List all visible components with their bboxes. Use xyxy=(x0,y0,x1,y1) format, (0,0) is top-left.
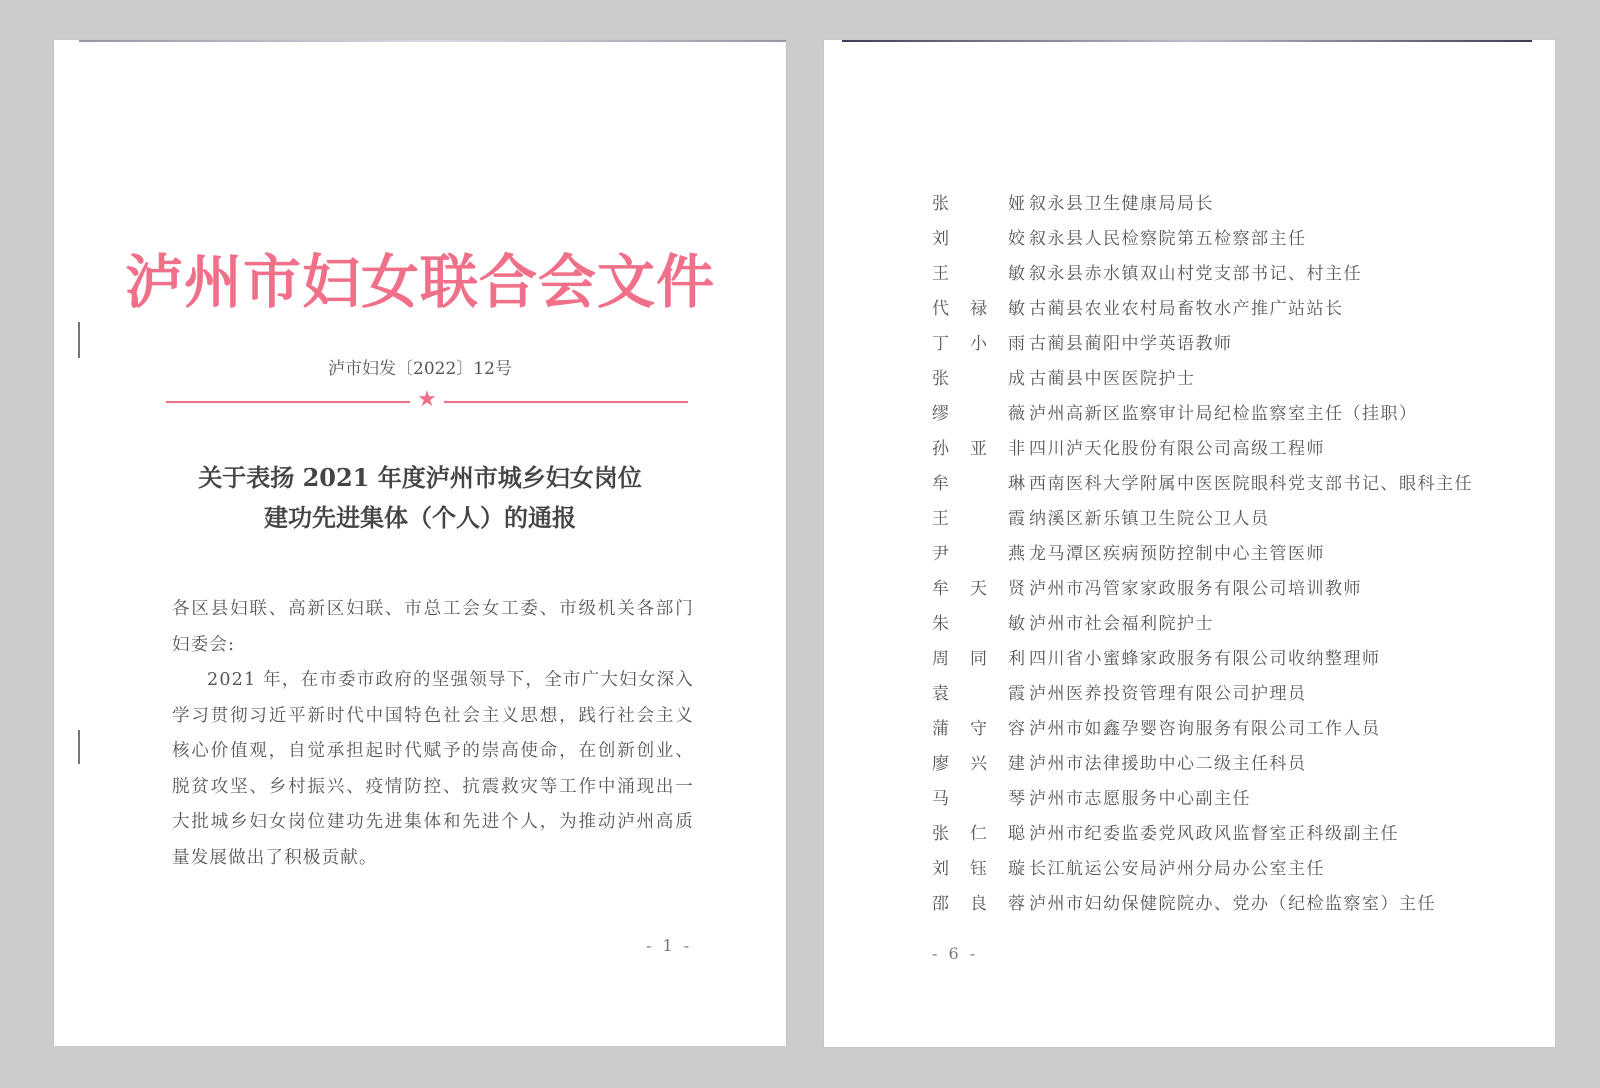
honoree-position: 叙永县卫生健康局局长 xyxy=(1029,194,1214,214)
honoree-name: 丁小雨 xyxy=(932,334,1027,354)
honoree-position: 泸州市如鑫孕婴咨询服务有限公司工作人员 xyxy=(1029,719,1381,739)
honoree-position: 纳溪区新乐镇卫生院公卫人员 xyxy=(1029,509,1270,529)
scan-edge xyxy=(842,40,1532,42)
honoree-row xyxy=(932,464,1473,499)
page-number: - 1 - xyxy=(646,936,693,955)
honoree-row xyxy=(932,324,1473,359)
honoree-position: 叙永县赤水镇双山村党支部书记、村主任 xyxy=(1029,264,1362,284)
honoree-name: 代禄敏 xyxy=(932,299,1027,319)
honoree-name: 马 琴 xyxy=(932,789,1027,809)
document-number: 泸市妇发〔2022〕12号 xyxy=(328,359,512,379)
honoree-name: 蒲守容 xyxy=(932,719,1027,739)
honoree-name: 牟天贤 xyxy=(932,579,1027,599)
honoree-row xyxy=(932,359,1473,394)
honoree-position: 长江航运公安局泸州分局办公室主任 xyxy=(1029,859,1325,879)
honoree-row xyxy=(932,394,1473,429)
honoree-row xyxy=(932,254,1473,289)
salutation: 各区县妇联、高新区妇联、市总工会女工委、市级机关各部门妇委会: xyxy=(172,599,694,655)
honoree-name: 缪 薇 xyxy=(932,404,1027,424)
honoree-row xyxy=(932,219,1473,254)
notice-title xyxy=(54,458,786,538)
red-divider xyxy=(166,387,688,414)
honoree-list xyxy=(932,184,1473,919)
honoree-name: 袁 霞 xyxy=(932,684,1027,704)
honoree-row xyxy=(932,709,1473,744)
honoree-position: 古蔺县中医医院护士 xyxy=(1029,369,1196,389)
honoree-position: 西南医科大学附属中医医院眼科党支部书记、眼科主任 xyxy=(1029,474,1473,494)
scan-edge xyxy=(79,40,786,42)
honoree-row xyxy=(932,639,1473,674)
binding-mark xyxy=(78,322,80,358)
honoree-position: 四川泸天化股份有限公司高级工程师 xyxy=(1029,439,1325,459)
honoree-row xyxy=(932,534,1473,569)
divider-line-right xyxy=(444,401,688,403)
honoree-name: 王 霞 xyxy=(932,509,1027,529)
honoree-name: 张 成 xyxy=(932,369,1027,389)
honoree-name: 邵良蓉 xyxy=(932,894,1027,914)
honoree-position: 泸州市冯管家家政服务有限公司培训教师 xyxy=(1029,579,1362,599)
honoree-position: 龙马潭区疾病预防控制中心主管医师 xyxy=(1029,544,1325,564)
honoree-row xyxy=(932,674,1473,709)
honoree-name: 朱 敏 xyxy=(932,614,1027,634)
honoree-row xyxy=(932,744,1473,779)
honoree-position: 四川省小蜜蜂家政服务有限公司收纳整理师 xyxy=(1029,649,1381,669)
notice-title-line-1: 关于表扬 2021 年度泸州市城乡妇女岗位 xyxy=(198,463,642,492)
honoree-position: 古蔺县蔺阳中学英语教师 xyxy=(1029,334,1233,354)
honoree-row xyxy=(932,289,1473,324)
honoree-row xyxy=(932,814,1473,849)
honoree-row xyxy=(932,429,1473,464)
honoree-row xyxy=(932,884,1473,919)
body-paragraph: 2021 年，在市委市政府的坚强领导下，全市广大妇女深入学习贯彻习近平新时代中国特色社会主义思想，践行社会主义核心价值观，自觉承担起时代赋予的崇高使命，在创新创业、脱贫攻坚、乡村振兴、疫情防控、抗震救灾等工作中涌现出一大批城乡妇女岗位建功先进集体和先进个人，为推动泸州高质量发展做出了积极贡献。 xyxy=(172,670,694,868)
honoree-position: 泸州市妇幼保健院院办、党办（纪检监察室）主任 xyxy=(1029,894,1436,914)
honoree-name: 张 娅 xyxy=(932,194,1027,214)
honoree-position: 叙永县人民检察院第五检察部主任 xyxy=(1029,229,1307,249)
honoree-name: 刘钰璇 xyxy=(932,859,1027,879)
document-page-1 xyxy=(54,40,786,1046)
honoree-position: 泸州市纪委监委党风政风监督室正科级副主任 xyxy=(1029,824,1399,844)
divider-line-left xyxy=(166,401,410,403)
honoree-row xyxy=(932,604,1473,639)
page-number: - 6 - xyxy=(932,944,979,963)
honoree-name: 牟 琳 xyxy=(932,474,1027,494)
masthead-title: 泸州市妇女联合会文件 xyxy=(124,248,715,316)
honoree-position: 古蔺县农业农村局畜牧水产推广站站长 xyxy=(1029,299,1344,319)
honoree-row xyxy=(932,779,1473,814)
notice-title-line-2: 建功先进集体（个人）的通报 xyxy=(264,503,576,532)
notice-body xyxy=(172,592,694,876)
star-icon: ★ xyxy=(417,387,437,412)
honoree-position: 泸州市法律援助中心二级主任科员 xyxy=(1029,754,1307,774)
honoree-position: 泸州医养投资管理有限公司护理员 xyxy=(1029,684,1307,704)
document-page-6 xyxy=(824,40,1555,1047)
honoree-position: 泸州市社会福利院护士 xyxy=(1029,614,1214,634)
honoree-name: 廖兴建 xyxy=(932,754,1027,774)
honoree-row xyxy=(932,184,1473,219)
honoree-name: 刘 姣 xyxy=(932,229,1027,249)
honoree-row xyxy=(932,499,1473,534)
binding-mark xyxy=(78,730,80,764)
honoree-name: 张仁聪 xyxy=(932,824,1027,844)
honoree-name: 周同利 xyxy=(932,649,1027,669)
honoree-name: 孙亚非 xyxy=(932,439,1027,459)
honoree-row xyxy=(932,849,1473,884)
honoree-row xyxy=(932,569,1473,604)
honoree-name: 王 敏 xyxy=(932,264,1027,284)
honoree-name: 尹 燕 xyxy=(932,544,1027,564)
honoree-position: 泸州市志愿服务中心副主任 xyxy=(1029,789,1251,809)
honoree-position: 泸州高新区监察审计局纪检监察室主任（挂职） xyxy=(1029,404,1418,424)
